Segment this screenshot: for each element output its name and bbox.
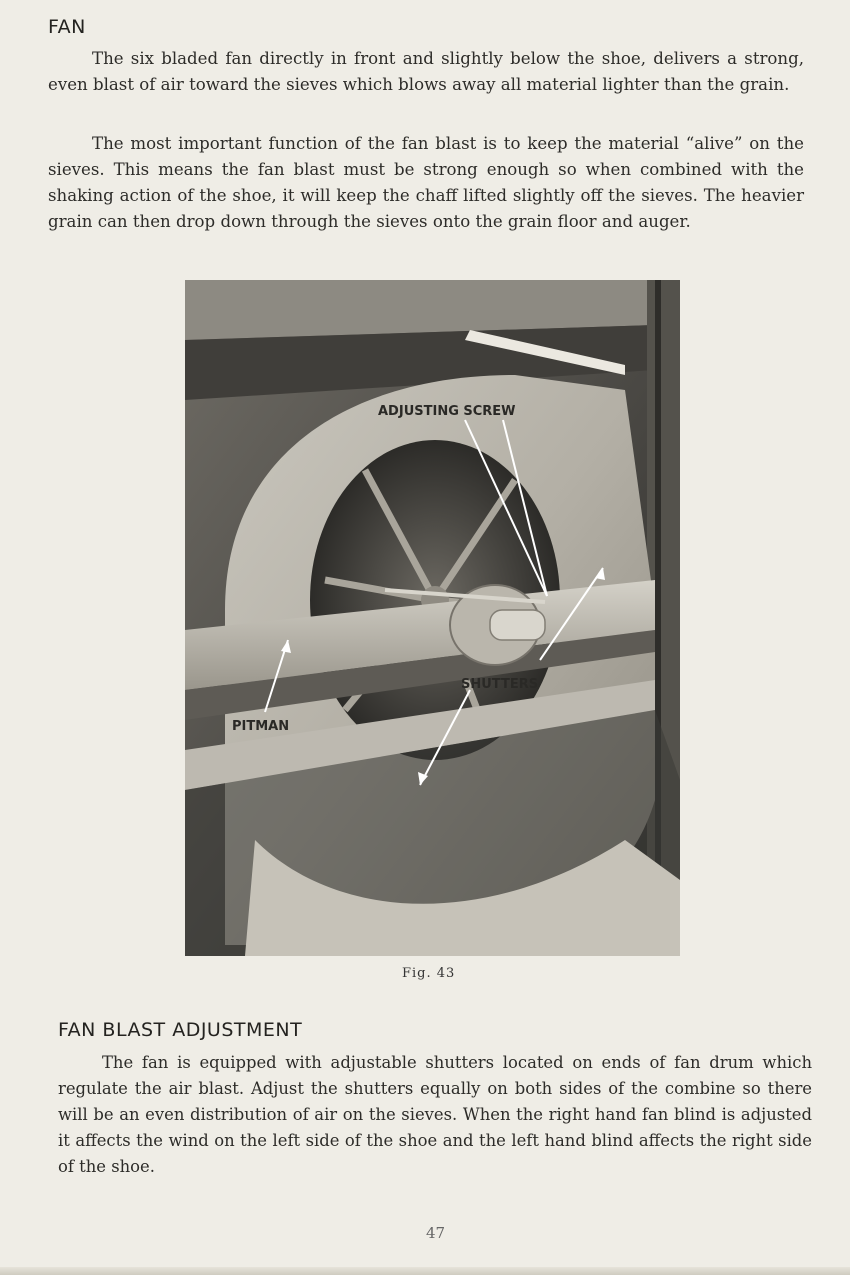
section-heading-fan-blast-adjustment: FAN BLAST ADJUSTMENT — [58, 1019, 303, 1041]
page-number: 47 — [426, 1224, 446, 1242]
fan-blast-adjustment-paragraph: The fan is equipped with adjustable shutters located on ends of fan drum which regulate the air blast. Adjust the shutters equally on both sides of the combine so there will be an even distribution of air on the sieves. When the right hand fan blind is adjusted it affects the wind on the left side of the shoe and the left hand blind affects the right side of the shoe. — [58, 1053, 812, 1176]
figure-caption: Fig. 43 — [402, 966, 456, 981]
fan-paragraph-1: The six bladed fan directly in front and slightly below the shoe, delivers a strong, even blast of air toward the sieves which blows away all material lighter than the grain. — [48, 49, 804, 94]
fan-paragraph-2: The most important function of the fan blast is to keep the material “alive” on the sieves. This means the fan blast must be strong enough so when combined with the shaking action of the shoe, it will keep the chaff lifted slightly off the sieves. The heavier grain can then drop down through the sieves onto the grain floor and auger. — [48, 134, 804, 231]
fan-photo-figure — [185, 280, 680, 956]
page-bottom-edge — [0, 1267, 850, 1275]
fan-photo-illustration — [185, 280, 680, 956]
label-shutters: SHUTTERS — [461, 677, 539, 692]
label-pitman: PITMAN — [232, 719, 290, 734]
label-adjusting-screw: ADJUSTING SCREW — [378, 404, 516, 419]
section-heading-fan: FAN — [48, 16, 86, 38]
